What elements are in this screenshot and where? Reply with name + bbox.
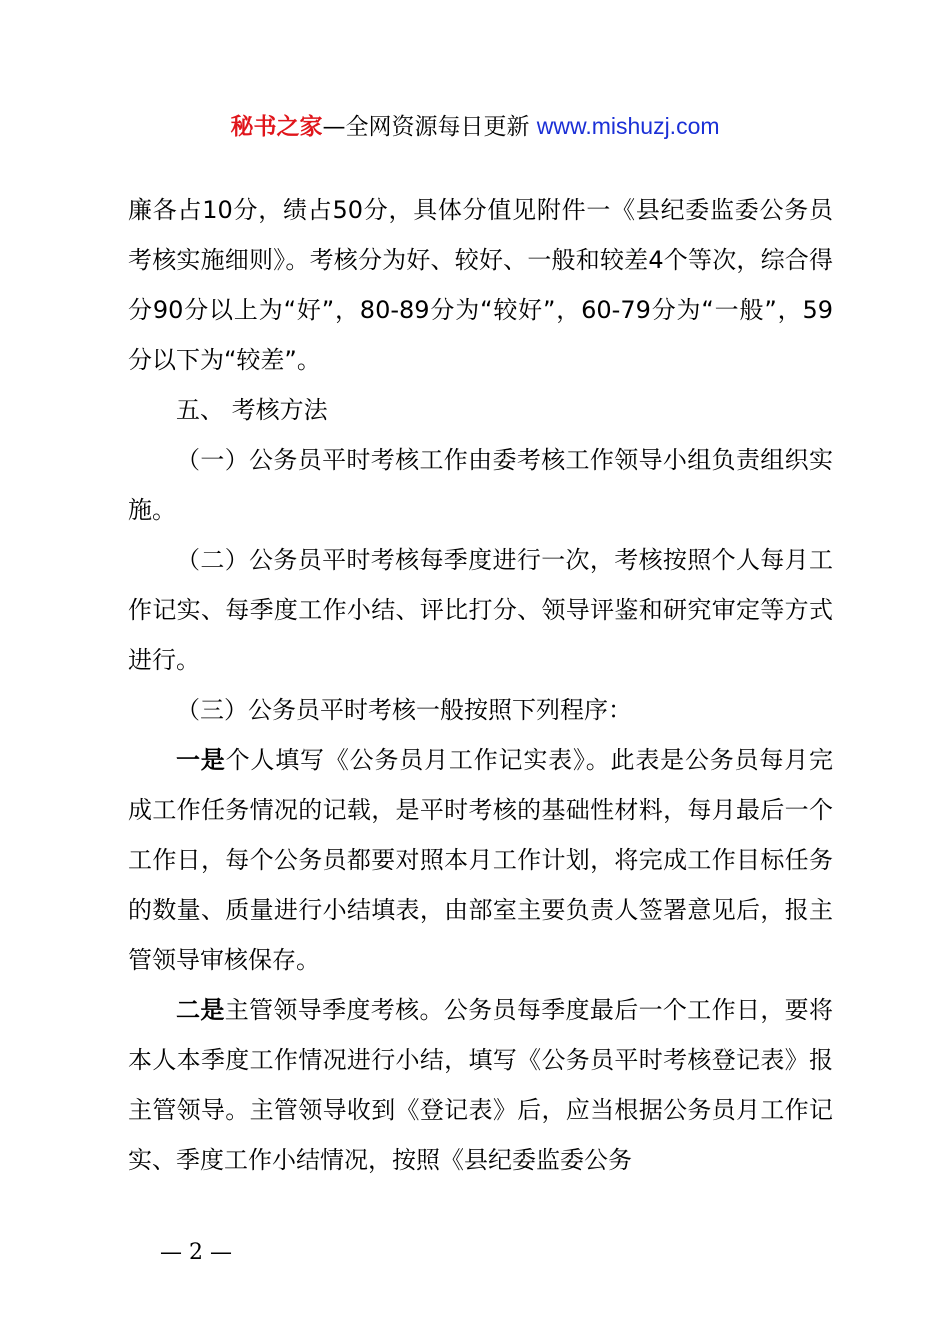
paragraph-method-3: （三）公务员平时考核一般按照下列程序： — [176, 696, 632, 724]
step-2-lead: 二是 — [176, 996, 225, 1024]
step-1-lead: 一是 — [176, 746, 226, 774]
paragraph-method-1: （一）公务员平时考核工作由委考核工作领导小组负责组织实施。 — [128, 446, 833, 524]
paragraph-scoring-criteria: 廉各占10分，绩占50分，具体分值见附件一《县纪委监委公务员考核实施细则》。考核分为好、较好、一般和较差4个等次，综合得分90分以上为“好”，80-89分为“较好”，60-79分为“一般”，59分以下为“较差”。 — [128, 196, 833, 374]
paragraph-method-2: （二）公务员平时考核每季度进行一次，考核按照个人每月工作记实、每季度工作小结、评比打分、领导评鉴和研究审定等方式进行。 — [128, 546, 833, 674]
banner-tagline: —全网资源每日更新 — [322, 114, 537, 140]
document-body — [128, 185, 833, 1185]
paragraph-step-1 — [128, 735, 833, 985]
section-heading-assessment-method: 五、 考核方法 — [176, 396, 328, 424]
page-number: — 2 — — [160, 1240, 232, 1265]
paragraph-step-2 — [128, 985, 833, 1185]
banner-url-link[interactable]: www.mishuzj.com — [536, 113, 720, 139]
banner-brand: 秘书之家 — [230, 114, 323, 140]
step-1-text: 个人填写《公务员月工作记实表》。此表是公务员每月完成工作任务情况的记载，是平时考核的基础性材料，每月最后一个工作日，每个公务员都要对照本月工作计划，将完成工作目标任务的数量、质量进行小结填表，由部室主要负责人签署意见后，报主管领导审核保存。 — [128, 746, 834, 974]
step-2-text: 主管领导季度考核。公务员每季度最后一个工作日，要将本人本季度工作情况进行小结，填写《公务员平时考核登记表》报主管领导。主管领导收到《登记表》后，应当根据公务员月工作记实、季度工作小结情况，按照《县纪委监委公务 — [128, 996, 834, 1174]
site-banner — [0, 108, 950, 145]
